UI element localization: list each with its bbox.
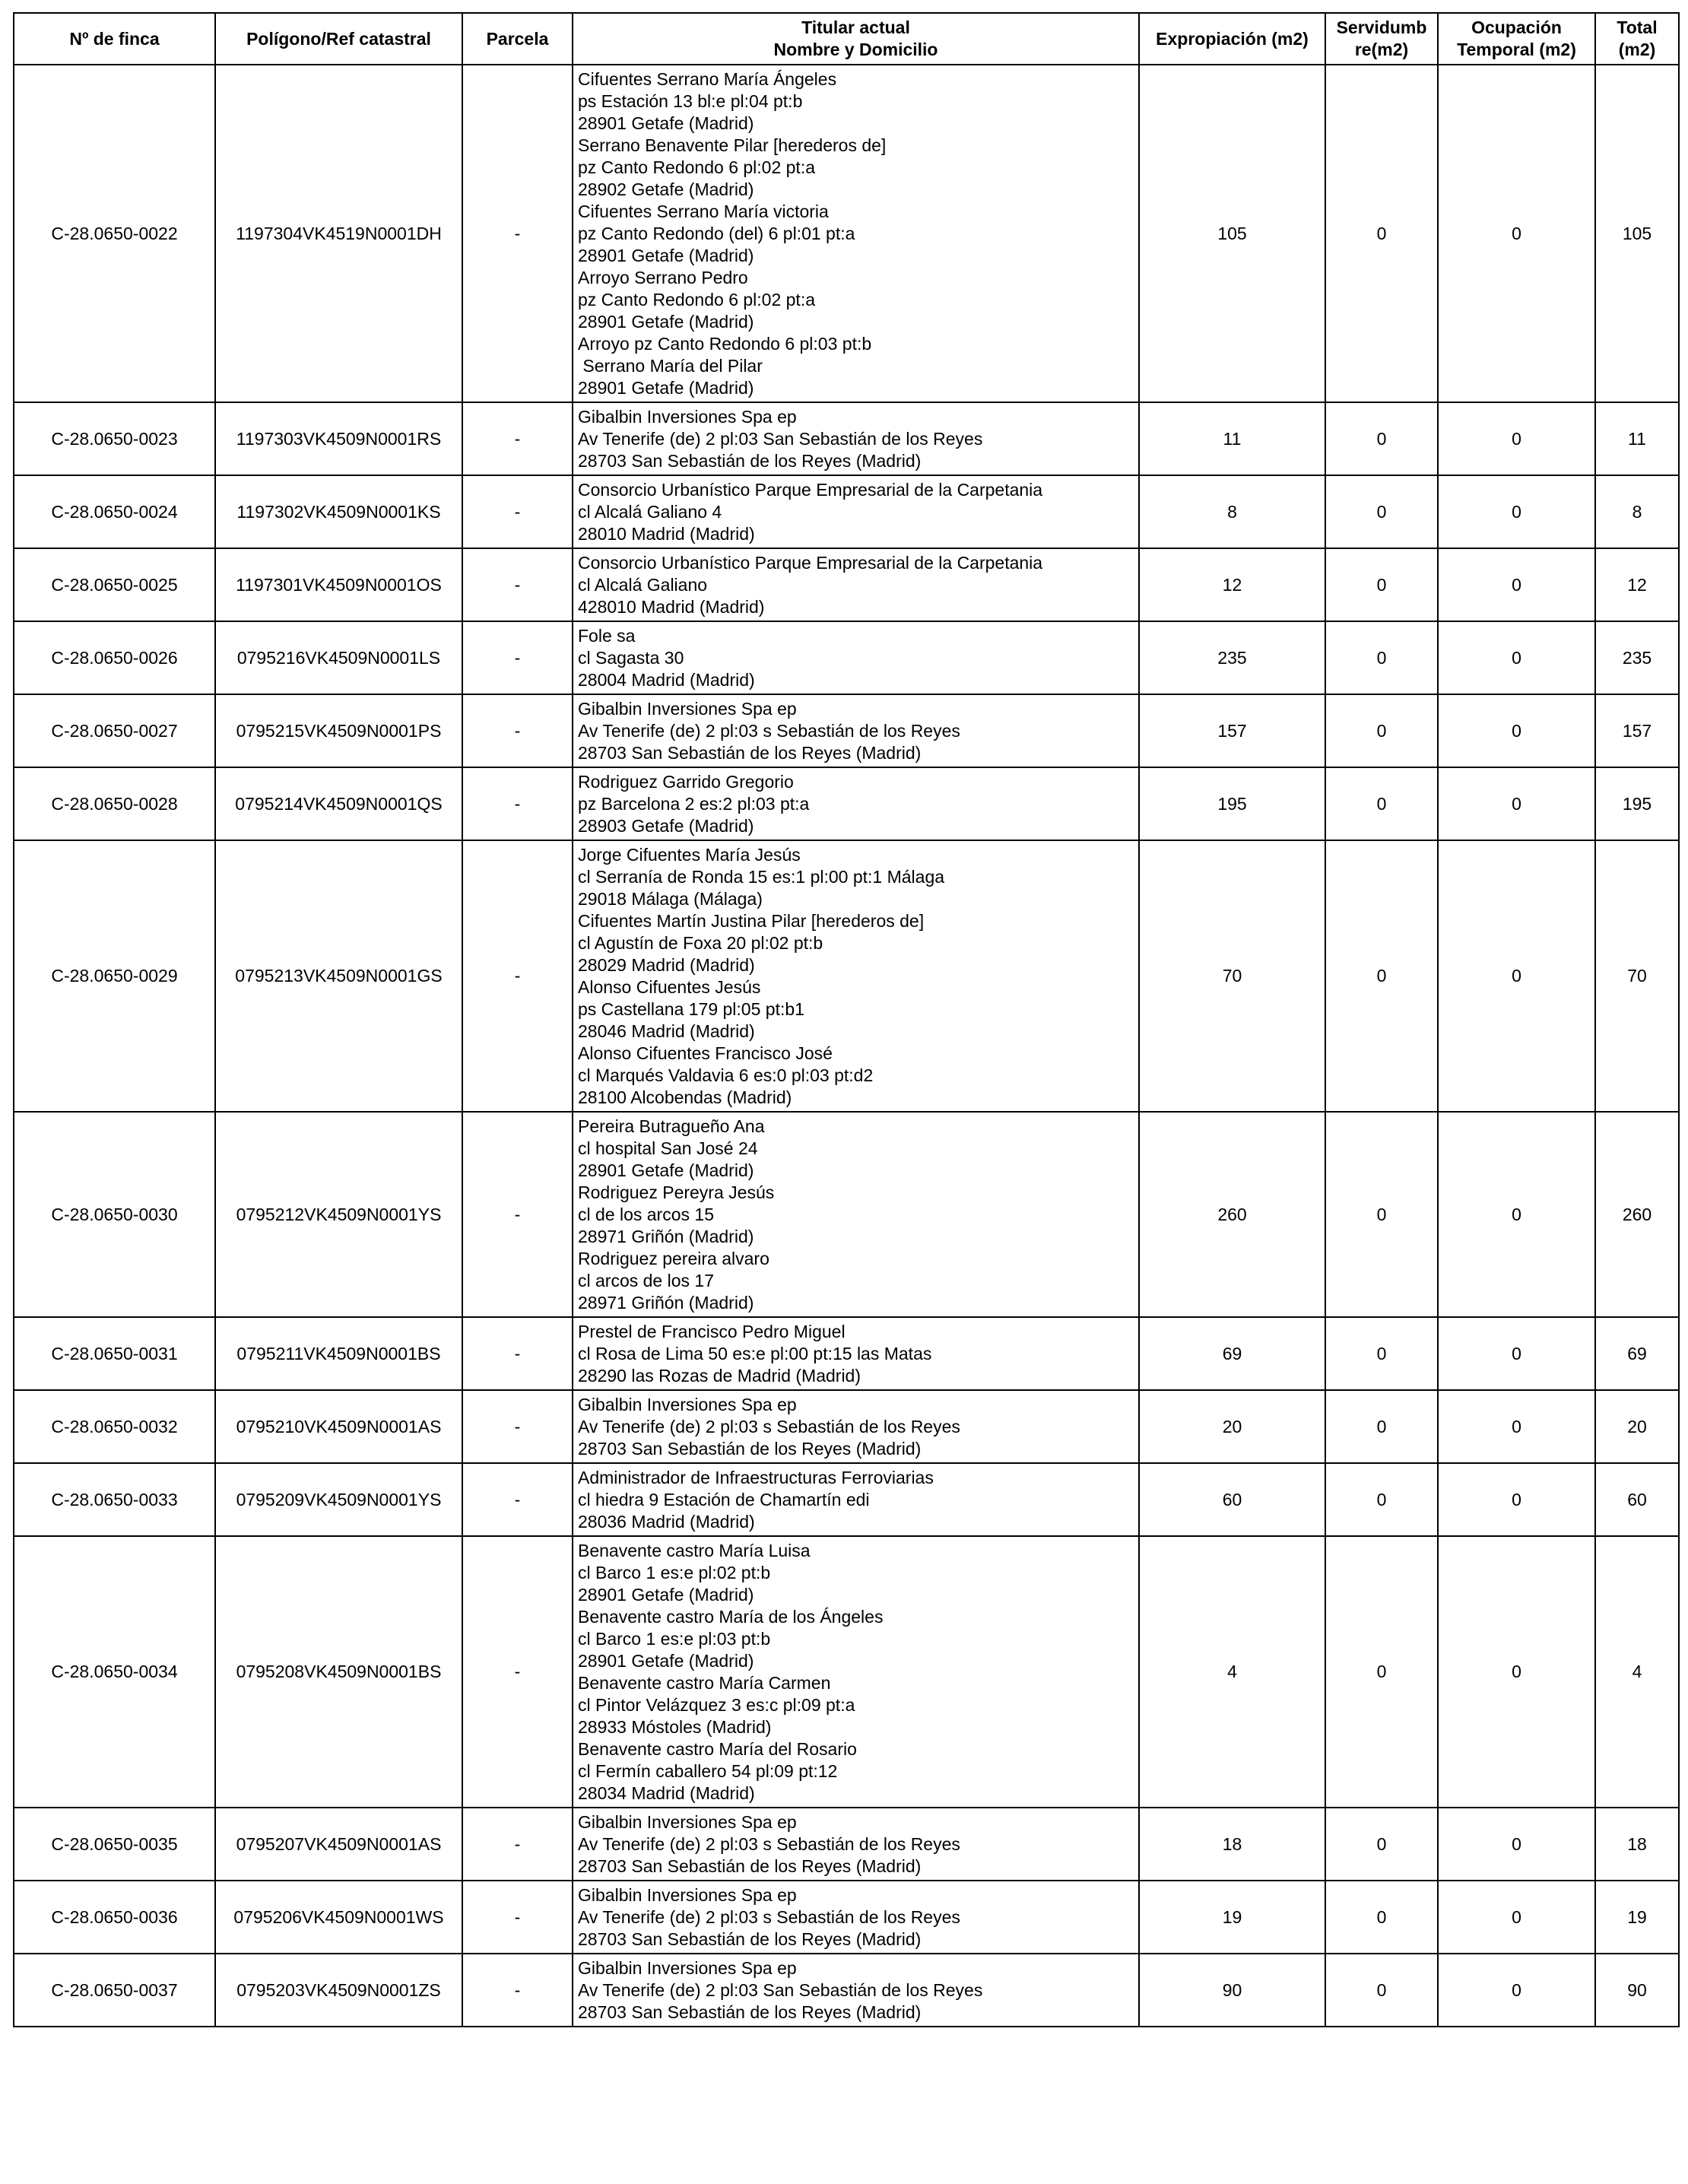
ref-catastral-cell: 0795214VK4509N0001QS bbox=[215, 767, 462, 840]
titular-line: Benavente castro María de los Ángeles bbox=[578, 1607, 884, 1627]
table-row bbox=[14, 840, 1679, 1112]
servidumbre-cell: 0 bbox=[1325, 1112, 1438, 1317]
titular-line: 28100 Alcobendas (Madrid) bbox=[578, 1087, 792, 1107]
ref-catastral-cell: 0795215VK4509N0001PS bbox=[215, 694, 462, 767]
total-cell: 90 bbox=[1595, 1954, 1679, 2027]
total-cell: 18 bbox=[1595, 1808, 1679, 1881]
titular-line: 28703 San Sebastián de los Reyes (Madrid) bbox=[578, 1929, 922, 1949]
table-row bbox=[14, 694, 1679, 767]
header-servidumbre-line-1: Servidumb bbox=[1336, 17, 1427, 37]
servidumbre-cell: 0 bbox=[1325, 548, 1438, 621]
ref-catastral-cell: 0795213VK4509N0001GS bbox=[215, 840, 462, 1112]
ocupacion-cell: 0 bbox=[1438, 1881, 1595, 1954]
expropiacion-cell: 235 bbox=[1139, 621, 1325, 694]
titular-line: Jorge Cifuentes María Jesús bbox=[578, 845, 801, 865]
total-cell: 235 bbox=[1595, 621, 1679, 694]
titular-line: Alonso Cifuentes Francisco José bbox=[578, 1043, 833, 1063]
table-row bbox=[14, 1954, 1679, 2027]
titular-line: 28901 Getafe (Madrid) bbox=[578, 1651, 754, 1671]
table-body bbox=[14, 65, 1679, 2027]
titular-line: Administrador de Infraestructuras Ferroviarias bbox=[578, 1468, 934, 1487]
parcela-cell: - bbox=[462, 1954, 573, 2027]
titular-line: cl hospital San José 24 bbox=[578, 1138, 758, 1158]
finca-cell: C-28.0650-0026 bbox=[14, 621, 215, 694]
expropiacion-cell: 260 bbox=[1139, 1112, 1325, 1317]
ocupacion-cell: 0 bbox=[1438, 1317, 1595, 1390]
ocupacion-cell: 0 bbox=[1438, 65, 1595, 402]
parcela-cell: - bbox=[462, 767, 573, 840]
total-cell: 12 bbox=[1595, 548, 1679, 621]
titular-line: cl Barco 1 es:e pl:03 pt:b bbox=[578, 1629, 771, 1649]
finca-cell: C-28.0650-0025 bbox=[14, 548, 215, 621]
titular-line: 28901 Getafe (Madrid) bbox=[578, 1585, 754, 1605]
titular-cell bbox=[573, 1463, 1139, 1536]
titular-line: Pereira Butragueño Ana bbox=[578, 1116, 765, 1136]
header-total bbox=[1595, 13, 1679, 65]
ocupacion-cell: 0 bbox=[1438, 1808, 1595, 1881]
titular-line: cl Serranía de Ronda 15 es:1 pl:00 pt:1 Málaga bbox=[578, 867, 945, 887]
titular-line: pz Canto Redondo 6 pl:02 pt:a bbox=[578, 290, 816, 310]
expropriation-table bbox=[13, 12, 1680, 2027]
titular-line: 28703 San Sebastián de los Reyes (Madrid) bbox=[578, 451, 922, 471]
titular-line: Benavente castro María Carmen bbox=[578, 1673, 831, 1693]
titular-line: Av Tenerife (de) 2 pl:03 s Sebastián de los Reyes bbox=[578, 1907, 960, 1927]
titular-line: Gibalbin Inversiones Spa ep bbox=[578, 1885, 797, 1905]
titular-cell bbox=[573, 475, 1139, 548]
titular-line: Consorcio Urbanístico Parque Empresarial de la Carpetania bbox=[578, 553, 1043, 573]
header-total-line-2: (m2) bbox=[1618, 40, 1656, 59]
titular-line: ps Estación 13 bl:e pl:04 pt:b bbox=[578, 91, 803, 111]
titular-line: Rodriguez Pereyra Jesús bbox=[578, 1182, 775, 1202]
titular-cell bbox=[573, 1881, 1139, 1954]
titular-line: Rodriguez Garrido Gregorio bbox=[578, 772, 794, 792]
total-cell: 60 bbox=[1595, 1463, 1679, 1536]
parcela-cell: - bbox=[462, 1808, 573, 1881]
table-row bbox=[14, 475, 1679, 548]
parcela-cell: - bbox=[462, 1536, 573, 1808]
finca-cell: C-28.0650-0022 bbox=[14, 65, 215, 402]
ocupacion-cell: 0 bbox=[1438, 1954, 1595, 2027]
expropiacion-cell: 18 bbox=[1139, 1808, 1325, 1881]
finca-cell: C-28.0650-0029 bbox=[14, 840, 215, 1112]
table-row bbox=[14, 1881, 1679, 1954]
ref-catastral-cell: 1197303VK4509N0001RS bbox=[215, 402, 462, 475]
titular-line: cl Alcalá Galiano bbox=[578, 575, 708, 595]
titular-line: 28290 las Rozas de Madrid (Madrid) bbox=[578, 1366, 861, 1386]
table-row bbox=[14, 621, 1679, 694]
titular-line: 28034 Madrid (Madrid) bbox=[578, 1783, 755, 1803]
total-cell: 4 bbox=[1595, 1536, 1679, 1808]
table-row bbox=[14, 548, 1679, 621]
parcela-cell: - bbox=[462, 621, 573, 694]
titular-line: 28046 Madrid (Madrid) bbox=[578, 1021, 755, 1041]
ref-catastral-cell: 0795209VK4509N0001YS bbox=[215, 1463, 462, 1536]
servidumbre-cell: 0 bbox=[1325, 1808, 1438, 1881]
titular-line: Fole sa bbox=[578, 626, 636, 646]
table-row bbox=[14, 1536, 1679, 1808]
total-cell: 70 bbox=[1595, 840, 1679, 1112]
titular-line: 28901 Getafe (Madrid) bbox=[578, 246, 754, 265]
titular-line: 28703 San Sebastián de los Reyes (Madrid) bbox=[578, 743, 922, 763]
ocupacion-cell: 0 bbox=[1438, 621, 1595, 694]
titular-cell bbox=[573, 65, 1139, 402]
titular-line: 28901 Getafe (Madrid) bbox=[578, 1160, 754, 1180]
titular-line: 28036 Madrid (Madrid) bbox=[578, 1512, 755, 1532]
finca-cell: C-28.0650-0036 bbox=[14, 1881, 215, 1954]
header-expropiacion: Expropiación (m2) bbox=[1139, 13, 1325, 65]
titular-line: 28703 San Sebastián de los Reyes (Madrid) bbox=[578, 2002, 922, 2022]
parcela-cell: - bbox=[462, 840, 573, 1112]
servidumbre-cell: 0 bbox=[1325, 1463, 1438, 1536]
ref-catastral-cell: 0795212VK4509N0001YS bbox=[215, 1112, 462, 1317]
titular-line: Arroyo Serrano Pedro bbox=[578, 268, 748, 287]
titular-cell bbox=[573, 1808, 1139, 1881]
table-row bbox=[14, 1463, 1679, 1536]
titular-line: Serrano Benavente Pilar [herederos de] bbox=[578, 135, 887, 155]
titular-line: 28029 Madrid (Madrid) bbox=[578, 955, 755, 975]
parcela-cell: - bbox=[462, 694, 573, 767]
table-row bbox=[14, 1390, 1679, 1463]
titular-line: 28901 Getafe (Madrid) bbox=[578, 312, 754, 332]
table-row bbox=[14, 1808, 1679, 1881]
titular-line: 28901 Getafe (Madrid) bbox=[578, 378, 754, 398]
titular-line: 28703 San Sebastián de los Reyes (Madrid) bbox=[578, 1856, 922, 1876]
titular-line: Gibalbin Inversiones Spa ep bbox=[578, 1395, 797, 1414]
titular-line: Serrano María del Pilar bbox=[578, 356, 763, 376]
document-page bbox=[13, 12, 1678, 2027]
titular-line: Benavente castro María del Rosario bbox=[578, 1739, 857, 1759]
titular-line: 28703 San Sebastián de los Reyes (Madrid) bbox=[578, 1439, 922, 1459]
ocupacion-cell: 0 bbox=[1438, 1536, 1595, 1808]
titular-line: Cifuentes Serrano María victoria bbox=[578, 202, 829, 221]
table-row bbox=[14, 767, 1679, 840]
total-cell: 8 bbox=[1595, 475, 1679, 548]
titular-cell bbox=[573, 402, 1139, 475]
titular-line: 28004 Madrid (Madrid) bbox=[578, 670, 755, 690]
servidumbre-cell: 0 bbox=[1325, 621, 1438, 694]
servidumbre-cell: 0 bbox=[1325, 767, 1438, 840]
titular-line: 28971 Griñón (Madrid) bbox=[578, 1293, 754, 1313]
ocupacion-cell: 0 bbox=[1438, 1463, 1595, 1536]
finca-cell: C-28.0650-0023 bbox=[14, 402, 215, 475]
titular-line: Gibalbin Inversiones Spa ep bbox=[578, 1958, 797, 1978]
titular-cell bbox=[573, 767, 1139, 840]
header-ocupacion bbox=[1438, 13, 1595, 65]
expropiacion-cell: 157 bbox=[1139, 694, 1325, 767]
titular-line: 28903 Getafe (Madrid) bbox=[578, 816, 754, 836]
expropiacion-cell: 4 bbox=[1139, 1536, 1325, 1808]
expropiacion-cell: 12 bbox=[1139, 548, 1325, 621]
ocupacion-cell: 0 bbox=[1438, 840, 1595, 1112]
ocupacion-cell: 0 bbox=[1438, 767, 1595, 840]
ocupacion-cell: 0 bbox=[1438, 1112, 1595, 1317]
servidumbre-cell: 0 bbox=[1325, 475, 1438, 548]
titular-line: pz Barcelona 2 es:2 pl:03 pt:a bbox=[578, 794, 810, 814]
total-cell: 157 bbox=[1595, 694, 1679, 767]
titular-line: Gibalbin Inversiones Spa ep bbox=[578, 1812, 797, 1832]
titular-line: Benavente castro María Luisa bbox=[578, 1541, 811, 1560]
titular-line: cl Barco 1 es:e pl:02 pt:b bbox=[578, 1563, 771, 1582]
header-ocupacion-line-2: Temporal (m2) bbox=[1457, 40, 1576, 59]
parcela-cell: - bbox=[462, 475, 573, 548]
expropiacion-cell: 69 bbox=[1139, 1317, 1325, 1390]
ocupacion-cell: 0 bbox=[1438, 1390, 1595, 1463]
header-titular bbox=[573, 13, 1139, 65]
titular-line: pz Canto Redondo (del) 6 pl:01 pt:a bbox=[578, 224, 855, 243]
header-total-line-1: Total bbox=[1617, 17, 1658, 37]
titular-line: Av Tenerife (de) 2 pl:03 San Sebastián de los Reyes bbox=[578, 1980, 983, 2000]
ref-catastral-cell: 1197301VK4509N0001OS bbox=[215, 548, 462, 621]
titular-line: 28933 Móstoles (Madrid) bbox=[578, 1717, 772, 1737]
titular-line: Arroyo pz Canto Redondo 6 pl:03 pt:b bbox=[578, 334, 872, 354]
ocupacion-cell: 0 bbox=[1438, 475, 1595, 548]
titular-line: Cifuentes Martín Justina Pilar [herederos de] bbox=[578, 911, 925, 931]
titular-line: 428010 Madrid (Madrid) bbox=[578, 597, 765, 617]
servidumbre-cell: 0 bbox=[1325, 840, 1438, 1112]
total-cell: 105 bbox=[1595, 65, 1679, 402]
table-row bbox=[14, 65, 1679, 402]
ref-catastral-cell: 0795211VK4509N0001BS bbox=[215, 1317, 462, 1390]
titular-line: 29018 Málaga (Málaga) bbox=[578, 889, 763, 909]
finca-cell: C-28.0650-0024 bbox=[14, 475, 215, 548]
titular-line: cl arcos de los 17 bbox=[578, 1271, 714, 1290]
titular-cell bbox=[573, 694, 1139, 767]
header-titular-line-2: Nombre y Domicilio bbox=[773, 40, 938, 59]
titular-line: Alonso Cifuentes Jesús bbox=[578, 977, 761, 997]
table-row bbox=[14, 1112, 1679, 1317]
titular-line: Consorcio Urbanístico Parque Empresarial de la Carpetania bbox=[578, 480, 1043, 500]
header-servidumbre-line-2: re(m2) bbox=[1354, 40, 1409, 59]
titular-line: cl de los arcos 15 bbox=[578, 1205, 714, 1224]
expropiacion-cell: 11 bbox=[1139, 402, 1325, 475]
finca-cell: C-28.0650-0035 bbox=[14, 1808, 215, 1881]
total-cell: 19 bbox=[1595, 1881, 1679, 1954]
header-titular-line-1: Titular actual bbox=[801, 17, 910, 37]
titular-line: cl Pintor Velázquez 3 es:c pl:09 pt:a bbox=[578, 1695, 855, 1715]
parcela-cell: - bbox=[462, 65, 573, 402]
expropiacion-cell: 70 bbox=[1139, 840, 1325, 1112]
expropiacion-cell: 8 bbox=[1139, 475, 1325, 548]
header-row bbox=[14, 13, 1679, 65]
finca-cell: C-28.0650-0033 bbox=[14, 1463, 215, 1536]
total-cell: 260 bbox=[1595, 1112, 1679, 1317]
ocupacion-cell: 0 bbox=[1438, 548, 1595, 621]
table-row bbox=[14, 402, 1679, 475]
finca-cell: C-28.0650-0028 bbox=[14, 767, 215, 840]
titular-line: Gibalbin Inversiones Spa ep bbox=[578, 699, 797, 719]
servidumbre-cell: 0 bbox=[1325, 402, 1438, 475]
titular-line: cl Alcalá Galiano 4 bbox=[578, 502, 722, 522]
expropiacion-cell: 90 bbox=[1139, 1954, 1325, 2027]
finca-cell: C-28.0650-0037 bbox=[14, 1954, 215, 2027]
servidumbre-cell: 0 bbox=[1325, 1881, 1438, 1954]
expropiacion-cell: 19 bbox=[1139, 1881, 1325, 1954]
header-ocupacion-line-1: Ocupación bbox=[1471, 17, 1562, 37]
titular-line: Gibalbin Inversiones Spa ep bbox=[578, 407, 797, 427]
parcela-cell: - bbox=[462, 1317, 573, 1390]
finca-cell: C-28.0650-0030 bbox=[14, 1112, 215, 1317]
servidumbre-cell: 0 bbox=[1325, 1536, 1438, 1808]
ref-catastral-cell: 1197302VK4509N0001KS bbox=[215, 475, 462, 548]
titular-line: cl Agustín de Foxa 20 pl:02 pt:b bbox=[578, 933, 823, 953]
titular-line: cl Rosa de Lima 50 es:e pl:00 pt:15 las Matas bbox=[578, 1344, 932, 1363]
titular-line: Av Tenerife (de) 2 pl:03 s Sebastián de los Reyes bbox=[578, 1417, 960, 1436]
titular-cell bbox=[573, 1390, 1139, 1463]
titular-line: Cifuentes Serrano María Ángeles bbox=[578, 69, 837, 89]
parcela-cell: - bbox=[462, 402, 573, 475]
ref-catastral-cell: 0795203VK4509N0001ZS bbox=[215, 1954, 462, 2027]
titular-line: cl hiedra 9 Estación de Chamartín edi bbox=[578, 1490, 870, 1509]
servidumbre-cell: 0 bbox=[1325, 694, 1438, 767]
header-servidumbre bbox=[1325, 13, 1438, 65]
finca-cell: C-28.0650-0027 bbox=[14, 694, 215, 767]
total-cell: 195 bbox=[1595, 767, 1679, 840]
parcela-cell: - bbox=[462, 1881, 573, 1954]
servidumbre-cell: 0 bbox=[1325, 1317, 1438, 1390]
ref-catastral-cell: 0795208VK4509N0001BS bbox=[215, 1536, 462, 1808]
titular-line: cl Marqués Valdavia 6 es:0 pl:03 pt:d2 bbox=[578, 1065, 874, 1085]
ocupacion-cell: 0 bbox=[1438, 694, 1595, 767]
total-cell: 20 bbox=[1595, 1390, 1679, 1463]
expropiacion-cell: 195 bbox=[1139, 767, 1325, 840]
finca-cell: C-28.0650-0032 bbox=[14, 1390, 215, 1463]
titular-line: 28901 Getafe (Madrid) bbox=[578, 113, 754, 133]
parcela-cell: - bbox=[462, 548, 573, 621]
titular-line: Av Tenerife (de) 2 pl:03 San Sebastián de los Reyes bbox=[578, 429, 983, 449]
titular-cell bbox=[573, 548, 1139, 621]
titular-line: cl Fermín caballero 54 pl:09 pt:12 bbox=[578, 1761, 838, 1781]
titular-line: Rodriguez pereira alvaro bbox=[578, 1249, 769, 1268]
header-parcela: Parcela bbox=[462, 13, 573, 65]
titular-line: Prestel de Francisco Pedro Miguel bbox=[578, 1322, 846, 1341]
titular-line: Av Tenerife (de) 2 pl:03 s Sebastián de los Reyes bbox=[578, 721, 960, 741]
titular-line: ps Castellana 179 pl:05 pt:b1 bbox=[578, 999, 804, 1019]
expropiacion-cell: 60 bbox=[1139, 1463, 1325, 1536]
header-finca: Nº de finca bbox=[14, 13, 215, 65]
servidumbre-cell: 0 bbox=[1325, 1954, 1438, 2027]
finca-cell: C-28.0650-0034 bbox=[14, 1536, 215, 1808]
ocupacion-cell: 0 bbox=[1438, 402, 1595, 475]
table-row bbox=[14, 1317, 1679, 1390]
parcela-cell: - bbox=[462, 1112, 573, 1317]
parcela-cell: - bbox=[462, 1390, 573, 1463]
titular-line: Av Tenerife (de) 2 pl:03 s Sebastián de los Reyes bbox=[578, 1834, 960, 1854]
titular-cell bbox=[573, 1112, 1139, 1317]
ref-catastral-cell: 0795210VK4509N0001AS bbox=[215, 1390, 462, 1463]
header-poligono: Polígono/Ref catastral bbox=[215, 13, 462, 65]
titular-line: cl Sagasta 30 bbox=[578, 648, 684, 668]
titular-cell bbox=[573, 840, 1139, 1112]
expropiacion-cell: 20 bbox=[1139, 1390, 1325, 1463]
ref-catastral-cell: 1197304VK4519N0001DH bbox=[215, 65, 462, 402]
titular-cell bbox=[573, 621, 1139, 694]
ref-catastral-cell: 0795216VK4509N0001LS bbox=[215, 621, 462, 694]
servidumbre-cell: 0 bbox=[1325, 1390, 1438, 1463]
parcela-cell: - bbox=[462, 1463, 573, 1536]
titular-line: pz Canto Redondo 6 pl:02 pt:a bbox=[578, 157, 816, 177]
titular-cell bbox=[573, 1536, 1139, 1808]
ref-catastral-cell: 0795206VK4509N0001WS bbox=[215, 1881, 462, 1954]
total-cell: 11 bbox=[1595, 402, 1679, 475]
titular-line: 28010 Madrid (Madrid) bbox=[578, 524, 755, 544]
servidumbre-cell: 0 bbox=[1325, 65, 1438, 402]
titular-cell bbox=[573, 1954, 1139, 2027]
titular-cell bbox=[573, 1317, 1139, 1390]
finca-cell: C-28.0650-0031 bbox=[14, 1317, 215, 1390]
titular-line: 28971 Griñón (Madrid) bbox=[578, 1227, 754, 1246]
titular-line: 28902 Getafe (Madrid) bbox=[578, 179, 754, 199]
expropiacion-cell: 105 bbox=[1139, 65, 1325, 402]
total-cell: 69 bbox=[1595, 1317, 1679, 1390]
ref-catastral-cell: 0795207VK4509N0001AS bbox=[215, 1808, 462, 1881]
